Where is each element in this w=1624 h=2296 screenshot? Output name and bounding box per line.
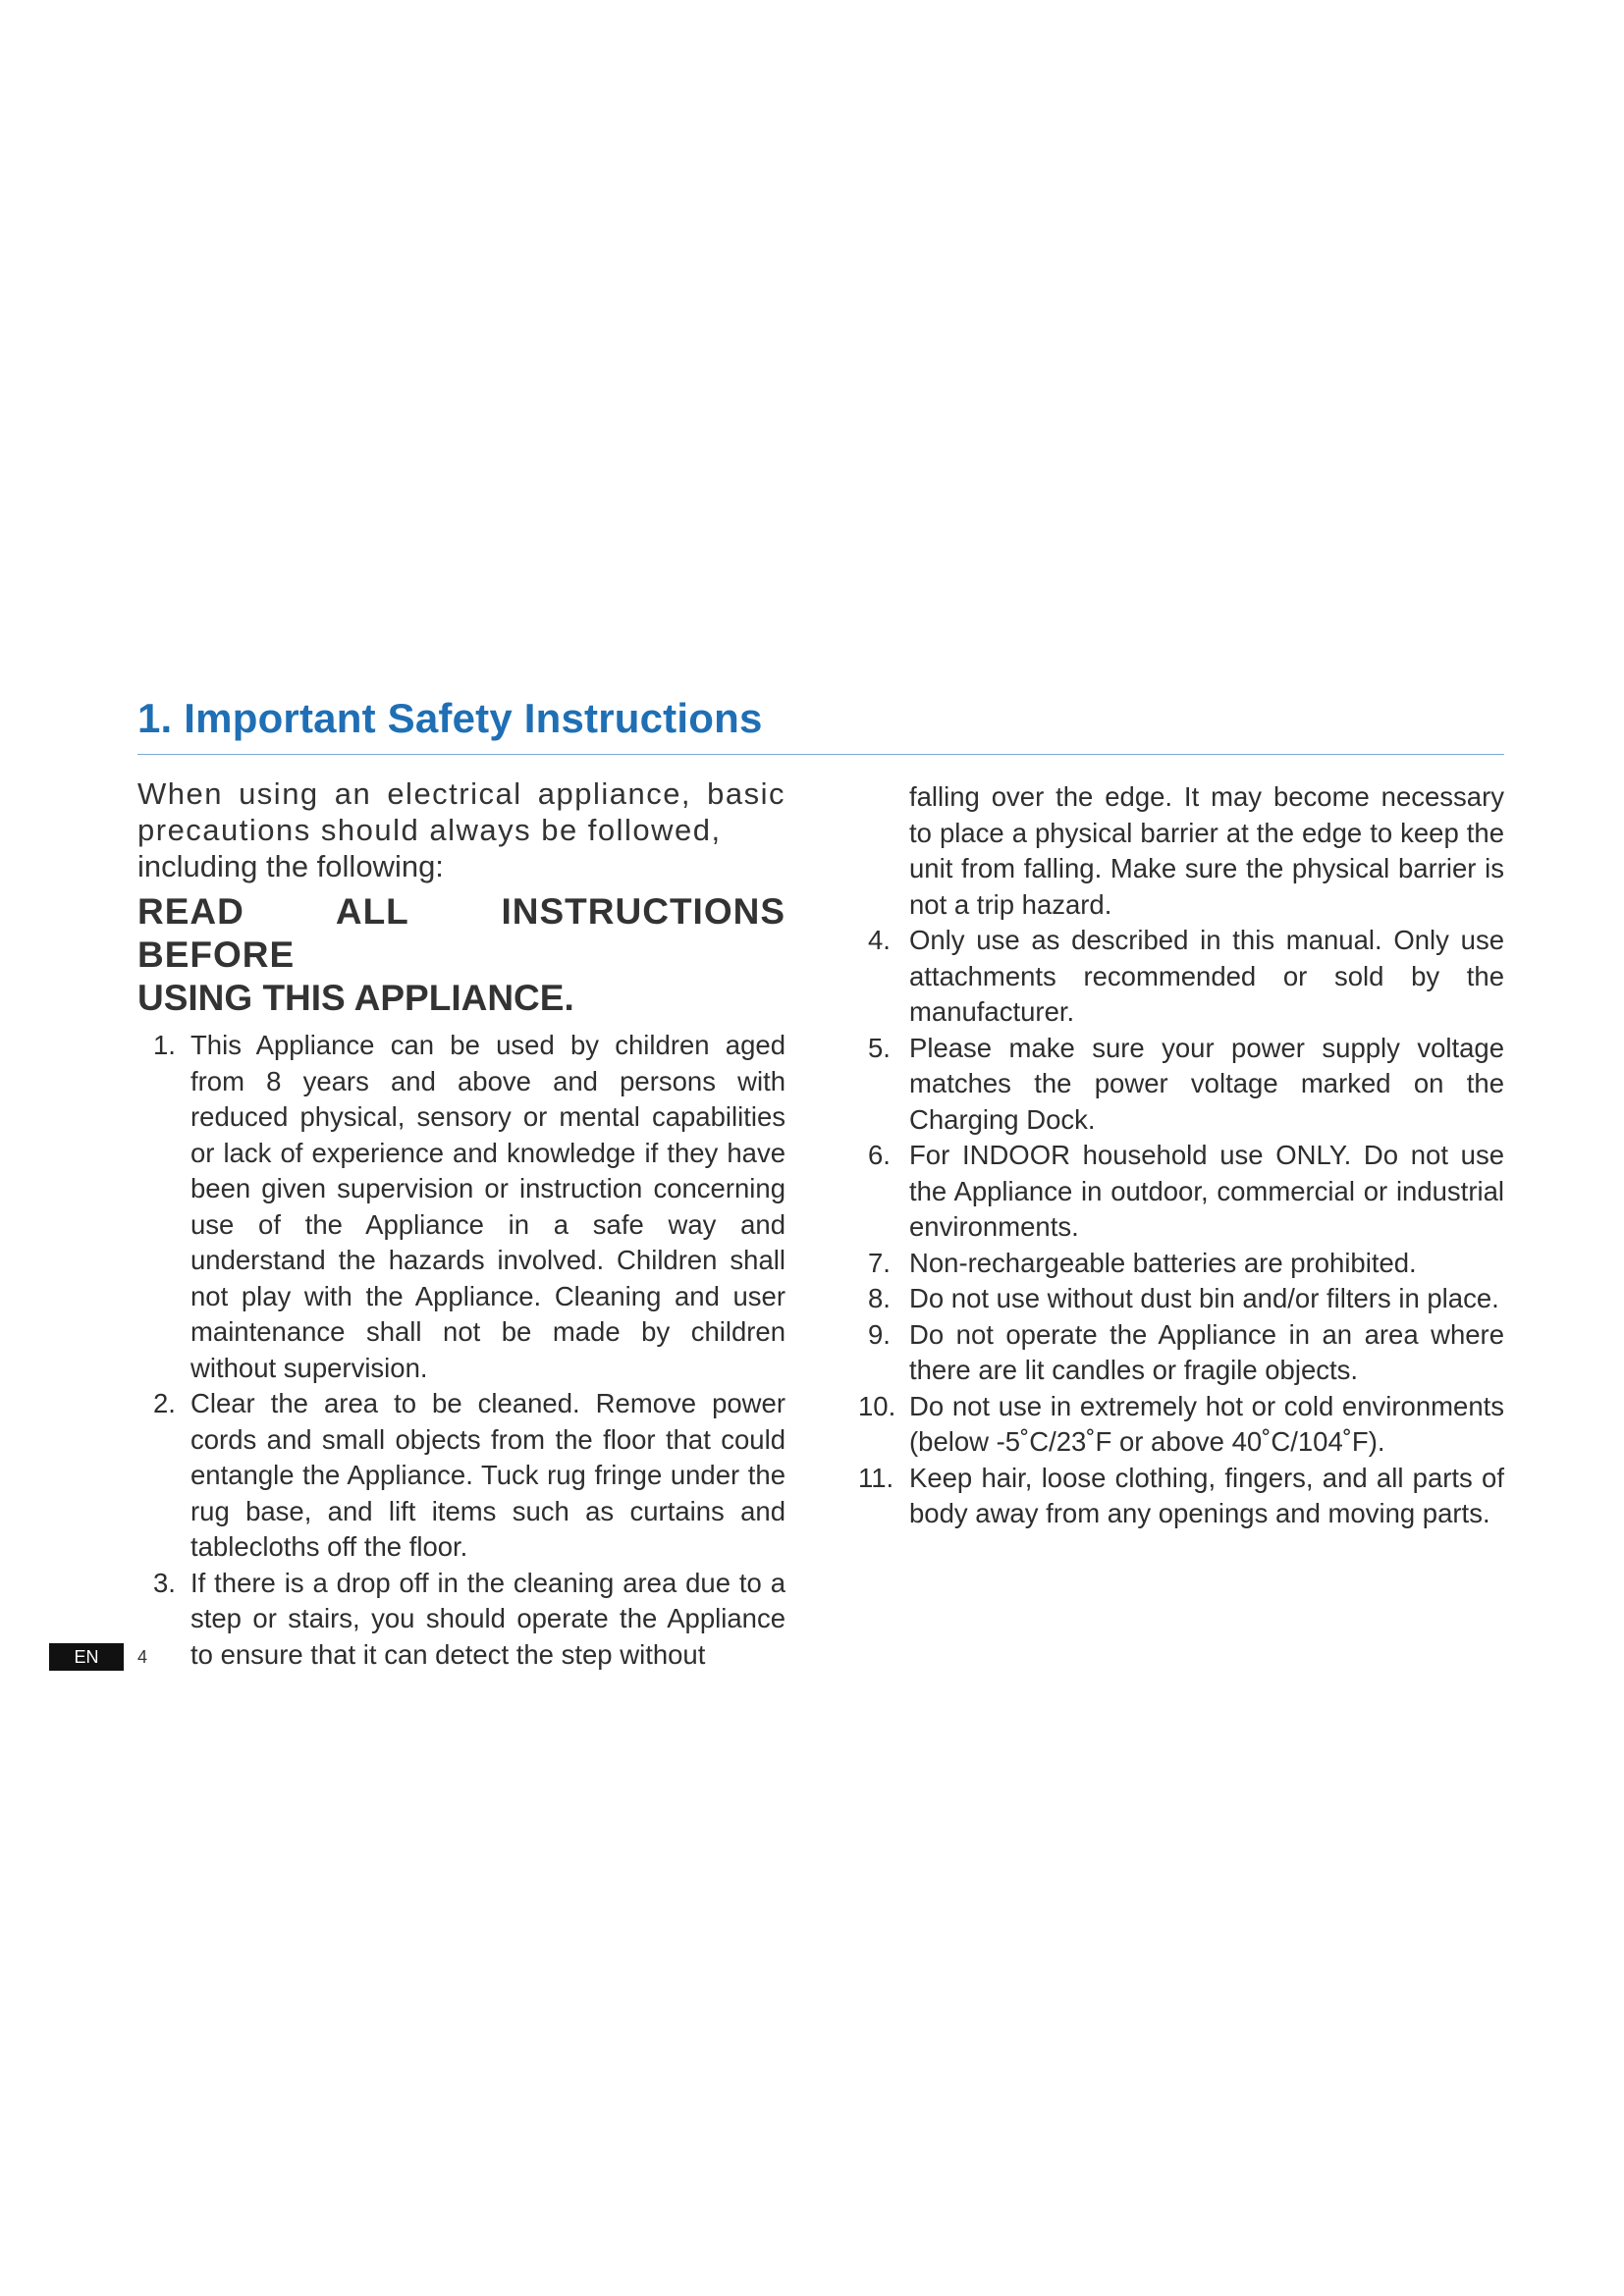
- safety-item-3-continued: falling over the edge. It may become necessary to place a physical barrier at the edge to keep the unit from falling. Make sure the physical barrier is not a trip hazard.: [909, 781, 1504, 920]
- safety-item-3: [137, 1566, 785, 1674]
- safety-item-4: [854, 923, 1504, 1031]
- item-text: Please make sure your power supply voltage matches the power voltage marked on the Charging Dock.: [909, 1032, 1504, 1135]
- warning-line-1: READ ALL INSTRUCTIONS BEFORE: [137, 891, 785, 975]
- item-text: Do not operate the Appliance in an area where there are lit candles or fragile objects.: [909, 1318, 1504, 1385]
- item-number: 5.: [868, 1032, 891, 1063]
- safety-item-8: [854, 1281, 1504, 1317]
- safety-item-11: [854, 1461, 1504, 1532]
- item-text: Clear the area to be cleaned. Remove power cords and small objects from the floor that could entangle the Appliance. Tuck rug fringe under the rug base, and lift items such as curtains and tablecloths off the floor.: [190, 1388, 785, 1562]
- item-text: This Appliance can be used by children aged from 8 years and above and persons with reduced physical, sensory or mental capabilities or lack of experience and knowledge if they have been given supervision or instruction concerning use of the Appliance in a safe way and understand the hazards involved. Children shall not play with the Appliance. Cleaning and user maintenance shall not be made by children without supervision.: [190, 1030, 785, 1383]
- item-text: If there is a drop off in the cleaning area due to a step or stairs, you should operate the Appliance to ensure that it can detect the step without: [190, 1567, 785, 1670]
- safety-item-9: [854, 1317, 1504, 1389]
- safety-list-right: [854, 923, 1504, 1532]
- item-text: Do not use in extremely hot or cold environments (below -5˚C/23˚F or above 40˚C/104˚F).: [909, 1390, 1504, 1457]
- safety-item-10: [854, 1389, 1504, 1461]
- item-number: 6.: [868, 1140, 891, 1170]
- left-column: [137, 775, 785, 1673]
- item-number: 9.: [868, 1318, 891, 1350]
- safety-item-5: [854, 1031, 1504, 1139]
- item-number: 10.: [858, 1390, 896, 1421]
- item-number: 11.: [858, 1462, 894, 1493]
- read-instructions-warning: [137, 890, 785, 1020]
- intro-text: When using an electrical appliance, basic precautions should always be followed,: [137, 776, 785, 847]
- page-number: 4: [137, 1647, 148, 1667]
- item-text: Do not use without dust bin and/or filters in place.: [909, 1283, 1499, 1313]
- safety-item-7: [854, 1246, 1504, 1282]
- safety-item-1: [137, 1028, 785, 1386]
- section-title: 1. Important Safety Instructions: [137, 695, 763, 741]
- item-number: 3.: [153, 1567, 176, 1598]
- safety-item-2: [137, 1386, 785, 1566]
- safety-item-6: [854, 1138, 1504, 1246]
- item-number: 8.: [868, 1283, 891, 1313]
- title-divider: [137, 754, 1504, 755]
- language-badge: EN: [49, 1643, 124, 1671]
- intro-text-last: including the following:: [137, 849, 444, 883]
- item-text: Non-rechargeable batteries are prohibited.: [909, 1247, 1417, 1278]
- safety-list-left: [137, 1028, 785, 1673]
- item-number: 4.: [868, 925, 891, 955]
- item-number: 1.: [153, 1030, 176, 1060]
- item-text: For INDOOR household use ONLY. Do not use the Appliance in outdoor, commercial or industrial environments.: [909, 1140, 1504, 1242]
- right-column: [854, 779, 1504, 1532]
- item-text: Only use as described in this manual. Only use attachments recommended or sold by the manufacturer.: [909, 925, 1504, 1027]
- item-number: 2.: [153, 1388, 176, 1418]
- warning-line-2: USING THIS APPLIANCE.: [137, 978, 574, 1018]
- item-number: 7.: [868, 1247, 891, 1278]
- item-text: Keep hair, loose clothing, fingers, and all parts of body away from any openings and moving parts.: [909, 1462, 1504, 1528]
